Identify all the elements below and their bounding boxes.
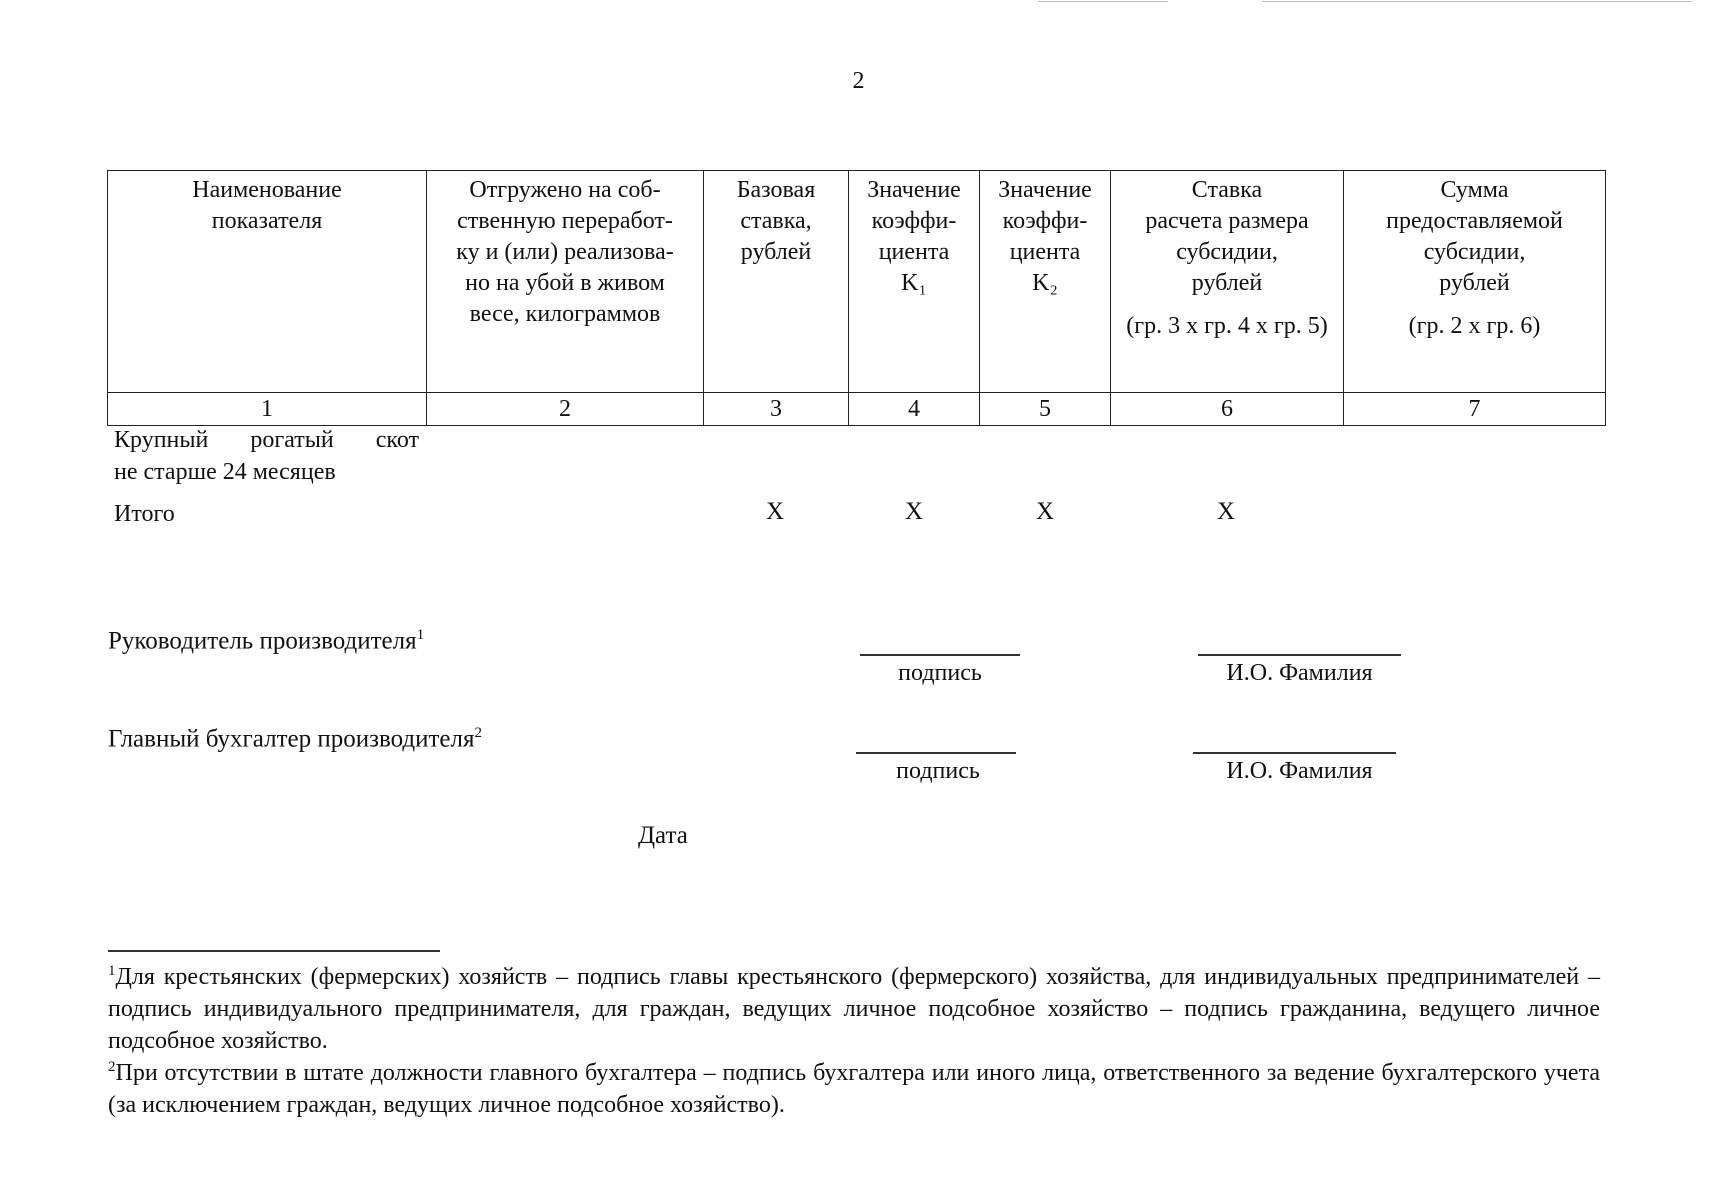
row-label-total: Итого bbox=[114, 501, 175, 527]
column-number: 6 bbox=[1111, 393, 1344, 426]
footnote-separator bbox=[108, 950, 440, 952]
cross-mark-col4: X bbox=[904, 498, 924, 525]
column-number: 1 bbox=[108, 393, 427, 426]
cross-mark-col6: X bbox=[1216, 498, 1236, 525]
name-line bbox=[1193, 752, 1396, 754]
footnote-2: $^2$При отсутствии в штате должности главного бухгалтера – подпись бухгалтера или иного лица, ответственного за ведение бухгалтерского учета (за исключением граждан, ведущих личное подсобное хозяйство). bbox=[108, 1059, 1600, 1118]
scan-edge-line bbox=[1262, 1, 1692, 2]
name-line bbox=[1198, 654, 1401, 656]
cross-mark-col5: X bbox=[1035, 498, 1055, 525]
column-number-row bbox=[108, 393, 1606, 426]
column-number: 3 bbox=[704, 393, 849, 426]
header-cell-shipped: Отгружено на соб- ственную переработ- ку и (или) реализова- но на убой в живом весе, килограммов bbox=[427, 171, 704, 393]
name-caption: И.О. Фамилия bbox=[1226, 660, 1373, 686]
row-label-cattle-line2: не старше 24 месяцев bbox=[114, 459, 336, 485]
cross-mark-col3: X bbox=[765, 498, 785, 525]
column-number: 4 bbox=[849, 393, 980, 426]
scan-edge-line bbox=[1038, 1, 1168, 2]
header-cell-sum: Сумма предоставляемой субсидии, рублей (гр. 2 х гр. 6) bbox=[1344, 171, 1606, 393]
header-cell-k2: Значение коэффи- циента K₂ bbox=[980, 171, 1111, 393]
header-cell-rate: Ставка расчета размера субсидии, рублей (гр. 3 х гр. 4 х гр. 5) bbox=[1111, 171, 1344, 393]
footnote-number: 2 bbox=[108, 1059, 116, 1075]
subsidy-table bbox=[107, 170, 1606, 426]
signature-line bbox=[860, 654, 1020, 656]
header-cell-base-rate: Базовая ставка, рублей bbox=[704, 171, 849, 393]
row-label-cattle-line1: Крупный рогатый скот bbox=[114, 427, 419, 453]
date-label: Дата bbox=[638, 822, 688, 849]
signature-caption: подпись bbox=[896, 758, 980, 784]
signature-line bbox=[856, 752, 1016, 754]
table-header-row bbox=[108, 171, 1606, 393]
page-number: 2 bbox=[852, 68, 865, 94]
footnote-ref: 1 bbox=[416, 627, 425, 643]
footnote-number: 1 bbox=[108, 963, 116, 979]
name-caption: И.О. Фамилия bbox=[1226, 758, 1373, 784]
footnote-1: $^1$Для крестьянских (фермерских) хозяйств – подпись главы крестьянского (фермерского) хозяйства, для индивидуальных предпринимателей – подпись индивидуального предпринимателя, для граждан, ведущих личное подсобное хозяйство – подпись гражданина, ведущего личное подсобное хозяйство. bbox=[108, 963, 1600, 1054]
signature-role-accountant: Главный бухгалтер производителя$^2$ bbox=[108, 725, 482, 753]
header-cell-k1: Значение коэффи- циента K₁ bbox=[849, 171, 980, 393]
row-label-cattle bbox=[114, 424, 419, 488]
header-cell-name: Наименование показателя bbox=[108, 171, 427, 393]
signature-role-head: Руководитель производителя$^1$ bbox=[108, 627, 425, 655]
column-number: 7 bbox=[1344, 393, 1606, 426]
footnote-ref: 2 bbox=[474, 725, 482, 741]
signature-caption: подпись bbox=[898, 660, 982, 686]
column-number: 2 bbox=[427, 393, 704, 426]
column-number: 5 bbox=[980, 393, 1111, 426]
